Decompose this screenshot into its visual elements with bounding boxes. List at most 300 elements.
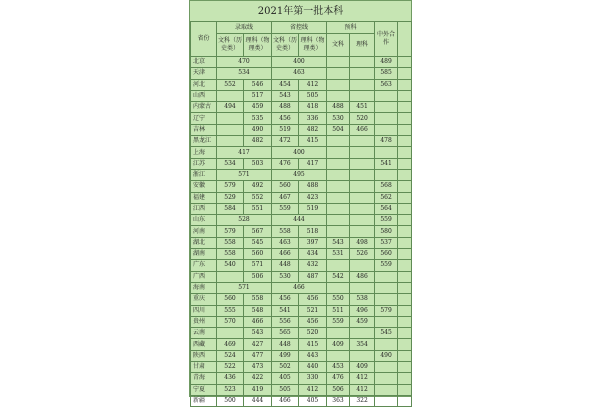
blank-cell: [398, 373, 412, 384]
blank-cell: [398, 350, 412, 361]
preparatory-arts-cell: [327, 282, 350, 293]
preparatory-science-cell: 538: [350, 294, 375, 305]
table-row: [191, 237, 412, 248]
province-cell: 广东: [191, 260, 217, 271]
table-row: [191, 328, 412, 339]
provincial-science-cell: 418: [299, 102, 327, 113]
blank-cell: [398, 237, 412, 248]
provincial-line-merged-cell: 444: [272, 215, 327, 226]
admission-science-cell: 546: [244, 79, 272, 90]
admission-arts-cell: [217, 90, 244, 101]
provincial-science-cell: 488: [299, 181, 327, 192]
blank-cell: [398, 215, 412, 226]
preparatory-science-cell: 496: [350, 305, 375, 316]
admission-science-cell: 560: [244, 249, 272, 260]
blank-cell: [398, 384, 412, 395]
blank-cell: [398, 136, 412, 147]
admission-science-cell: 503: [244, 158, 272, 169]
provincial-arts-cell: 405: [272, 373, 299, 384]
table-row: [191, 68, 412, 79]
provincial-science-cell: 397: [299, 237, 327, 248]
header-provincial-arts: 文科（历史类）: [272, 34, 299, 57]
provincial-science-cell: 412: [299, 79, 327, 90]
preparatory-science-cell: 412: [350, 384, 375, 395]
blank-cell: [398, 90, 412, 101]
admission-arts-cell: 560: [217, 294, 244, 305]
provincial-arts-cell: 558: [272, 226, 299, 237]
table-row: [191, 249, 412, 260]
provincial-science-cell: 336: [299, 113, 327, 124]
provincial-arts-cell: 559: [272, 203, 299, 214]
table-row: [191, 282, 412, 293]
provincial-line-merged-cell: 400: [272, 57, 327, 68]
provincial-arts-cell: 463: [272, 237, 299, 248]
sino-foreign-cell: 478: [375, 136, 398, 147]
province-cell: 西藏: [191, 339, 217, 350]
preparatory-science-cell: 486: [350, 271, 375, 282]
preparatory-science-cell: [350, 57, 375, 68]
admission-arts-cell: 500: [217, 395, 244, 406]
blank-cell: [398, 57, 412, 68]
preparatory-arts-cell: 476: [327, 373, 350, 384]
admission-science-cell: 558: [244, 294, 272, 305]
admission-arts-cell: 540: [217, 260, 244, 271]
provincial-science-cell: 456: [299, 294, 327, 305]
province-cell: 陕西: [191, 350, 217, 361]
preparatory-arts-cell: 550: [327, 294, 350, 305]
header-provincial-science: 理科（物理类）: [299, 34, 327, 57]
provincial-arts-cell: 472: [272, 136, 299, 147]
admission-arts-cell: [217, 136, 244, 147]
preparatory-arts-cell: 559: [327, 316, 350, 327]
preparatory-science-cell: [350, 226, 375, 237]
province-cell: 广西: [191, 271, 217, 282]
province-cell: 海南: [191, 282, 217, 293]
preparatory-arts-cell: [327, 260, 350, 271]
admission-arts-cell: [217, 271, 244, 282]
table-row: [191, 57, 412, 68]
admission-science-cell: 535: [244, 113, 272, 124]
blank-cell: [398, 271, 412, 282]
preparatory-science-cell: [350, 350, 375, 361]
blank-cell: [398, 362, 412, 373]
province-cell: 湖南: [191, 249, 217, 260]
preparatory-arts-cell: [327, 147, 350, 158]
preparatory-arts-cell: 488: [327, 102, 350, 113]
admission-arts-cell: 436: [217, 373, 244, 384]
provincial-line-merged-cell: 466: [272, 282, 327, 293]
province-cell: 北京: [191, 57, 217, 68]
province-cell: 宁夏: [191, 384, 217, 395]
province-cell: 贵州: [191, 316, 217, 327]
table-row: [191, 373, 412, 384]
admission-arts-cell: 524: [217, 350, 244, 361]
province-cell: 河北: [191, 79, 217, 90]
table-row: [191, 90, 412, 101]
blank-cell: [398, 158, 412, 169]
provincial-science-cell: 443: [299, 350, 327, 361]
admission-science-cell: 552: [244, 192, 272, 203]
preparatory-science-cell: 451: [350, 102, 375, 113]
provincial-line-merged-cell: 463: [272, 68, 327, 79]
provincial-science-cell: 505: [299, 90, 327, 101]
blank-cell: [398, 305, 412, 316]
preparatory-arts-cell: [327, 328, 350, 339]
sino-foreign-cell: [375, 169, 398, 180]
preparatory-science-cell: [350, 136, 375, 147]
admission-science-cell: 571: [244, 260, 272, 271]
provincial-arts-cell: 556: [272, 316, 299, 327]
admission-science-cell: 427: [244, 339, 272, 350]
admission-arts-cell: [217, 124, 244, 135]
sino-foreign-cell: 560: [375, 249, 398, 260]
blank-cell: [398, 79, 412, 90]
preparatory-arts-cell: [327, 203, 350, 214]
table-body: [191, 57, 412, 407]
table-row: [191, 192, 412, 203]
province-cell: 青海: [191, 373, 217, 384]
preparatory-science-cell: [350, 79, 375, 90]
preparatory-science-cell: [350, 147, 375, 158]
sino-foreign-cell: 559: [375, 215, 398, 226]
admission-science-cell: 490: [244, 124, 272, 135]
provincial-arts-cell: 467: [272, 192, 299, 203]
admission-science-cell: 422: [244, 373, 272, 384]
provincial-arts-cell: 456: [272, 113, 299, 124]
provincial-science-cell: 520: [299, 328, 327, 339]
province-cell: 辽宁: [191, 113, 217, 124]
provincial-arts-cell: 476: [272, 158, 299, 169]
sino-foreign-cell: [375, 90, 398, 101]
provincial-arts-cell: 565: [272, 328, 299, 339]
sino-foreign-cell: 585: [375, 68, 398, 79]
blank-cell: [398, 249, 412, 260]
provincial-arts-cell: 543: [272, 90, 299, 101]
province-cell: 重庆: [191, 294, 217, 305]
table-row: [191, 203, 412, 214]
sino-foreign-cell: [375, 282, 398, 293]
sino-foreign-cell: 562: [375, 192, 398, 203]
provincial-science-cell: 415: [299, 136, 327, 147]
sino-foreign-cell: [375, 373, 398, 384]
preparatory-arts-cell: 543: [327, 237, 350, 248]
blank-cell: [398, 181, 412, 192]
provincial-science-cell: 440: [299, 362, 327, 373]
provincial-science-cell: 330: [299, 373, 327, 384]
provincial-arts-cell: 499: [272, 350, 299, 361]
table-row: [191, 316, 412, 327]
table-row: [191, 102, 412, 113]
sino-foreign-cell: [375, 113, 398, 124]
sino-foreign-cell: 490: [375, 350, 398, 361]
province-cell: 黑龙江: [191, 136, 217, 147]
sino-foreign-cell: [375, 395, 398, 406]
provincial-arts-cell: 530: [272, 271, 299, 282]
provincial-science-cell: 482: [299, 124, 327, 135]
admission-science-cell: 548: [244, 305, 272, 316]
admission-arts-cell: 570: [217, 316, 244, 327]
table-row: [191, 215, 412, 226]
preparatory-arts-cell: 409: [327, 339, 350, 350]
blank-cell: [398, 147, 412, 158]
sino-foreign-cell: [375, 124, 398, 135]
sino-foreign-cell: 537: [375, 237, 398, 248]
blank-cell: [398, 203, 412, 214]
blank-cell: [398, 102, 412, 113]
preparatory-science-cell: [350, 192, 375, 203]
table-row: [191, 271, 412, 282]
admission-arts-cell: 558: [217, 249, 244, 260]
province-cell: 湖北: [191, 237, 217, 248]
preparatory-arts-cell: [327, 57, 350, 68]
provincial-arts-cell: 454: [272, 79, 299, 90]
provincial-arts-cell: 560: [272, 181, 299, 192]
preparatory-science-cell: [350, 215, 375, 226]
preparatory-science-cell: 466: [350, 124, 375, 135]
sino-foreign-cell: 563: [375, 79, 398, 90]
province-cell: 江苏: [191, 158, 217, 169]
table-row: [191, 124, 412, 135]
province-cell: 吉林: [191, 124, 217, 135]
admission-arts-cell: [217, 113, 244, 124]
table-row: [191, 79, 412, 90]
preparatory-arts-cell: [327, 169, 350, 180]
admission-science-cell: 459: [244, 102, 272, 113]
provincial-arts-cell: 466: [272, 395, 299, 406]
preparatory-science-cell: 322: [350, 395, 375, 406]
admission-science-cell: 543: [244, 328, 272, 339]
provincial-line-merged-cell: 400: [272, 147, 327, 158]
preparatory-science-cell: [350, 90, 375, 101]
sino-foreign-cell: 568: [375, 181, 398, 192]
header-blank: [398, 22, 412, 57]
admission-science-cell: 545: [244, 237, 272, 248]
header-admission-arts: 文科（历史类）: [217, 34, 244, 57]
admission-arts-cell: 552: [217, 79, 244, 90]
province-cell: 河南: [191, 226, 217, 237]
blank-cell: [398, 282, 412, 293]
preparatory-science-cell: [350, 158, 375, 169]
admission-science-cell: 477: [244, 350, 272, 361]
admission-science-cell: 444: [244, 395, 272, 406]
provincial-science-cell: 518: [299, 226, 327, 237]
provincial-line-merged-cell: 495: [272, 169, 327, 180]
table-row: [191, 339, 412, 350]
preparatory-arts-cell: [327, 215, 350, 226]
preparatory-science-cell: 459: [350, 316, 375, 327]
table-row: [191, 136, 412, 147]
admission-science-cell: 492: [244, 181, 272, 192]
admission-line-merged-cell: 417: [217, 147, 272, 158]
table-row: [191, 169, 412, 180]
preparatory-arts-cell: [327, 158, 350, 169]
province-cell: 甘肃: [191, 362, 217, 373]
header-admission-science: 理科（物理类）: [244, 34, 272, 57]
preparatory-science-cell: [350, 260, 375, 271]
admission-arts-cell: 534: [217, 158, 244, 169]
province-cell: 云南: [191, 328, 217, 339]
preparatory-arts-cell: [327, 79, 350, 90]
sino-foreign-cell: 489: [375, 57, 398, 68]
province-cell: 浙江: [191, 169, 217, 180]
table-row: [191, 181, 412, 192]
admission-arts-cell: 555: [217, 305, 244, 316]
admission-arts-cell: 523: [217, 384, 244, 395]
provincial-arts-cell: 448: [272, 260, 299, 271]
admission-arts-cell: 584: [217, 203, 244, 214]
preparatory-arts-cell: 453: [327, 362, 350, 373]
admission-science-cell: 506: [244, 271, 272, 282]
preparatory-arts-cell: [327, 136, 350, 147]
blank-cell: [398, 68, 412, 79]
admission-arts-cell: 579: [217, 181, 244, 192]
blank-cell: [398, 192, 412, 203]
preparatory-science-cell: [350, 282, 375, 293]
provincial-arts-cell: 502: [272, 362, 299, 373]
preparatory-arts-cell: [327, 350, 350, 361]
blank-cell: [398, 316, 412, 327]
table-row: [191, 147, 412, 158]
header-sino-foreign: 中外合作: [375, 22, 398, 57]
sino-foreign-cell: 579: [375, 305, 398, 316]
preparatory-science-cell: [350, 181, 375, 192]
admission-science-cell: 567: [244, 226, 272, 237]
preparatory-arts-cell: [327, 90, 350, 101]
province-cell: 四川: [191, 305, 217, 316]
preparatory-arts-cell: 504: [327, 124, 350, 135]
preparatory-science-cell: [350, 169, 375, 180]
sino-foreign-cell: [375, 271, 398, 282]
provincial-science-cell: 432: [299, 260, 327, 271]
province-cell: 安徽: [191, 181, 217, 192]
admission-score-table: [190, 21, 412, 407]
admission-arts-cell: 529: [217, 192, 244, 203]
sino-foreign-cell: 545: [375, 328, 398, 339]
blank-cell: [398, 328, 412, 339]
province-cell: 天津: [191, 68, 217, 79]
preparatory-science-cell: [350, 68, 375, 79]
table-row: [191, 113, 412, 124]
province-cell: 江西: [191, 203, 217, 214]
preparatory-science-cell: 412: [350, 373, 375, 384]
admission-science-cell: 482: [244, 136, 272, 147]
sino-foreign-cell: [375, 102, 398, 113]
provincial-science-cell: 456: [299, 316, 327, 327]
preparatory-science-cell: [350, 203, 375, 214]
preparatory-arts-cell: [327, 226, 350, 237]
preparatory-science-cell: 498: [350, 237, 375, 248]
admission-arts-cell: [217, 328, 244, 339]
header-province: 省份: [191, 22, 217, 57]
sino-foreign-cell: [375, 339, 398, 350]
blank-cell: [398, 339, 412, 350]
sino-foreign-cell: [375, 294, 398, 305]
table-row: [191, 260, 412, 271]
preparatory-arts-cell: 542: [327, 271, 350, 282]
sino-foreign-cell: [375, 384, 398, 395]
table-row: [191, 158, 412, 169]
province-cell: 福建: [191, 192, 217, 203]
provincial-science-cell: 417: [299, 158, 327, 169]
header-preparatory-arts: 文科: [327, 34, 350, 57]
admission-science-cell: 517: [244, 90, 272, 101]
province-cell: 上海: [191, 147, 217, 158]
blank-cell: [398, 169, 412, 180]
provincial-science-cell: 423: [299, 192, 327, 203]
admission-science-cell: 466: [244, 316, 272, 327]
province-cell: 内蒙古: [191, 102, 217, 113]
preparatory-arts-cell: 531: [327, 249, 350, 260]
table-row: [191, 362, 412, 373]
preparatory-arts-cell: 363: [327, 395, 350, 406]
preparatory-science-cell: 520: [350, 113, 375, 124]
blank-cell: [398, 260, 412, 271]
preparatory-arts-cell: 511: [327, 305, 350, 316]
table-row: [191, 226, 412, 237]
provincial-science-cell: 519: [299, 203, 327, 214]
blank-cell: [398, 113, 412, 124]
table-row: [191, 350, 412, 361]
admission-science-cell: 473: [244, 362, 272, 373]
preparatory-science-cell: 526: [350, 249, 375, 260]
blank-cell: [398, 124, 412, 135]
preparatory-arts-cell: 506: [327, 384, 350, 395]
blank-cell: [398, 395, 412, 406]
provincial-science-cell: 405: [299, 395, 327, 406]
admission-line-merged-cell: 534: [217, 68, 272, 79]
table-row: [191, 395, 412, 406]
preparatory-arts-cell: [327, 192, 350, 203]
sino-foreign-cell: 580: [375, 226, 398, 237]
table-row: [191, 384, 412, 395]
provincial-arts-cell: 466: [272, 249, 299, 260]
blank-cell: [398, 294, 412, 305]
provincial-arts-cell: 448: [272, 339, 299, 350]
provincial-science-cell: 415: [299, 339, 327, 350]
sino-foreign-cell: 564: [375, 203, 398, 214]
provincial-science-cell: 434: [299, 249, 327, 260]
sheet-title: 2021年第一批本科: [257, 6, 344, 17]
preparatory-arts-cell: [327, 68, 350, 79]
admission-science-cell: 419: [244, 384, 272, 395]
provincial-arts-cell: 488: [272, 102, 299, 113]
provincial-arts-cell: 505: [272, 384, 299, 395]
preparatory-science-cell: [350, 328, 375, 339]
sino-foreign-cell: 559: [375, 260, 398, 271]
sino-foreign-cell: [375, 362, 398, 373]
header-preparatory: 预科: [327, 22, 375, 34]
header-admission-line: 录取线: [217, 22, 272, 34]
provincial-science-cell: 412: [299, 384, 327, 395]
preparatory-arts-cell: 530: [327, 113, 350, 124]
admission-arts-cell: 522: [217, 362, 244, 373]
preparatory-arts-cell: [327, 181, 350, 192]
header-provincial-line: 省控线: [272, 22, 327, 34]
admission-science-cell: 551: [244, 203, 272, 214]
table-row: [191, 305, 412, 316]
admission-arts-cell: 494: [217, 102, 244, 113]
preparatory-science-cell: 409: [350, 362, 375, 373]
admission-line-merged-cell: 571: [217, 169, 272, 180]
header-preparatory-science: 理科: [350, 34, 375, 57]
admission-line-merged-cell: 571: [217, 282, 272, 293]
admission-line-merged-cell: 470: [217, 57, 272, 68]
admission-line-merged-cell: 528: [217, 215, 272, 226]
admission-arts-cell: 558: [217, 237, 244, 248]
provincial-science-cell: 521: [299, 305, 327, 316]
sino-foreign-cell: [375, 147, 398, 158]
preparatory-science-cell: 354: [350, 339, 375, 350]
